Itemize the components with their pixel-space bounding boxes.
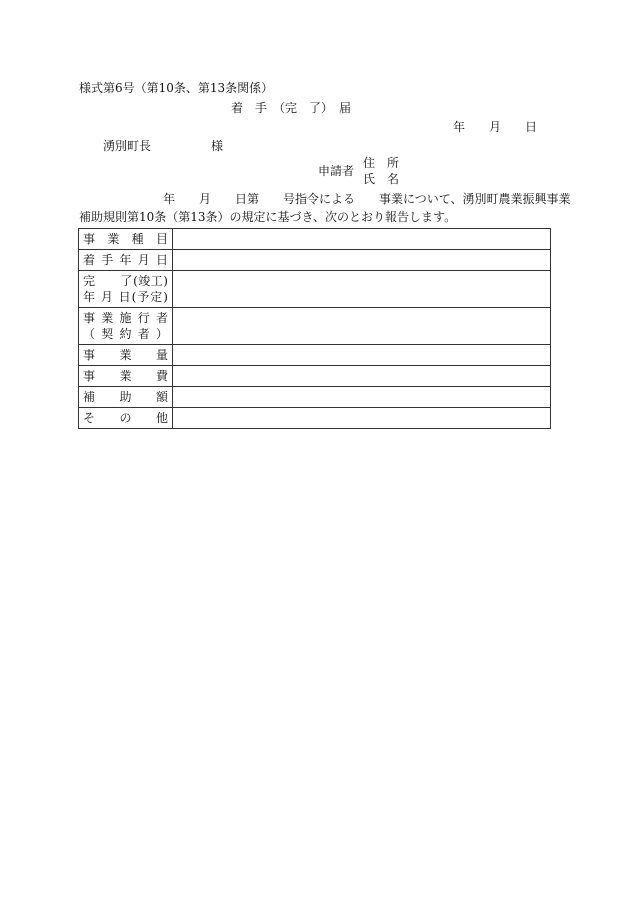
value-cell-project-type[interactable] <box>173 229 551 250</box>
report-body-text <box>79 190 571 226</box>
row-header-subsidy: 補助額 <box>79 387 173 408</box>
value-cell-other[interactable] <box>173 408 551 429</box>
table-row <box>79 345 551 366</box>
table-row <box>79 308 551 345</box>
row-header-start-date: 着手年月日 <box>79 250 173 271</box>
value-cell-cost[interactable] <box>173 366 551 387</box>
body-line-1: 年 月 日第 号指令による 事業について、湧別町農業振興事業 <box>79 192 571 206</box>
form-number-label: 様式第6号（第10条、第13条関係） <box>79 81 274 95</box>
table-row <box>79 271 551 308</box>
table-row <box>79 229 551 250</box>
address-label: 住 所 <box>363 156 400 170</box>
row-header-project-type: 事業種目 <box>79 229 173 250</box>
table-row <box>79 387 551 408</box>
value-cell-subsidy[interactable] <box>173 387 551 408</box>
name-label: 氏 名 <box>363 172 400 186</box>
report-table <box>78 228 551 429</box>
row-header-completion-date: 完 了(竣工) 年 月 日(予定) <box>79 271 173 308</box>
value-cell-contractor[interactable] <box>173 308 551 345</box>
table-row <box>79 366 551 387</box>
document-title: 着 手 （完 了） 届 <box>231 101 352 115</box>
row-header-contractor: 事業施行者 （契約者） <box>79 308 173 345</box>
body-line-2: 補助規則第10条（第13条）の規定に基づき、次のとおり報告します。 <box>79 210 457 224</box>
row-header-other: その他 <box>79 408 173 429</box>
date-line: 年 月 日 <box>453 120 538 134</box>
table-row <box>79 408 551 429</box>
value-cell-start-date[interactable] <box>173 250 551 271</box>
addressee: 湧別町長 様 <box>103 139 224 153</box>
applicant-label: 申請者 <box>318 164 355 178</box>
table-row <box>79 250 551 271</box>
row-header-quantity: 事業量 <box>79 345 173 366</box>
value-cell-quantity[interactable] <box>173 345 551 366</box>
value-cell-completion-date[interactable] <box>173 271 551 308</box>
row-header-cost: 事業費 <box>79 366 173 387</box>
